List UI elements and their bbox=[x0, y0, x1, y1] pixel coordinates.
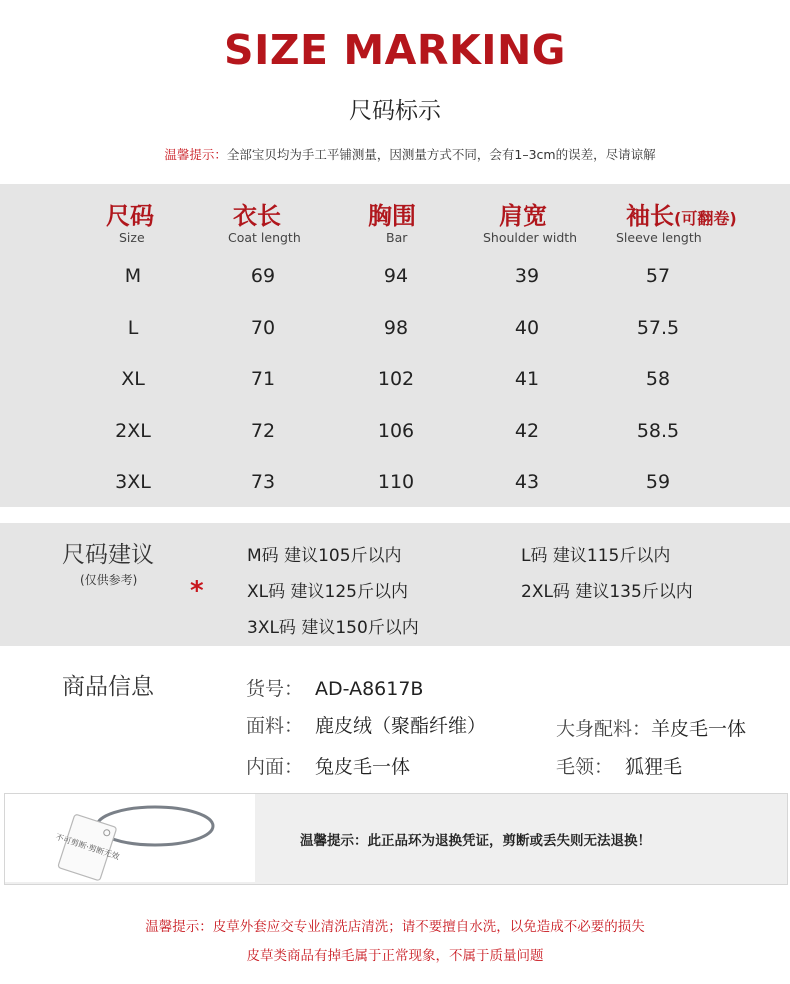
col-header-sleeve-note: (可翻卷) bbox=[674, 209, 737, 228]
info-value: 狐狸毛 bbox=[625, 756, 683, 778]
table-cell-size: 3XL bbox=[115, 471, 151, 493]
table-cell-shoulder: 39 bbox=[514, 265, 540, 287]
info-item-fabric bbox=[246, 711, 486, 738]
table-cell-coat-length: 73 bbox=[250, 471, 276, 493]
info-item-item-number bbox=[246, 674, 423, 701]
tag-icon-text: 不可剪断·剪断无效 bbox=[54, 832, 121, 862]
col-header-sleeve bbox=[626, 196, 737, 231]
table-cell-size: XL bbox=[121, 368, 145, 390]
col-header-coat-length-en: Coat length bbox=[228, 230, 301, 245]
table-cell-shoulder: 41 bbox=[514, 368, 540, 390]
footer-tip-line-1: 温馨提示：皮草外套应交专业清洗店清洗；请不要擅自水洗，以免造成不必要的损失 bbox=[145, 919, 645, 935]
info-label: 货号： bbox=[246, 678, 304, 700]
info-value: 兔皮毛一体 bbox=[315, 756, 411, 778]
table-cell-sleeve: 58.5 bbox=[636, 420, 680, 442]
recommendation-subtitle: (仅供参考) bbox=[80, 573, 138, 587]
table-cell-coat-length: 72 bbox=[250, 420, 276, 442]
table-cell-sleeve: 57 bbox=[645, 265, 671, 287]
recommendation-item: 3XL码 建议150斤以内 bbox=[247, 618, 419, 638]
tag-icon bbox=[5, 794, 255, 882]
table-cell-bust: 98 bbox=[383, 317, 409, 339]
col-header-shoulder: 肩宽 bbox=[499, 202, 547, 230]
table-cell-size: M bbox=[124, 265, 142, 287]
table-cell-size: L bbox=[127, 317, 139, 339]
info-item-body-material bbox=[556, 714, 746, 741]
page-subtitle: 尺码标示 bbox=[349, 98, 441, 124]
table-cell-shoulder: 42 bbox=[514, 420, 540, 442]
tag-notice-text: 温馨提示：此正品环为退换凭证，剪断或丢失则无法退换！ bbox=[300, 833, 651, 849]
info-value: AD-A8617B bbox=[315, 678, 424, 700]
page-title: SIZE MARKING bbox=[224, 26, 566, 74]
info-label: 毛领： bbox=[556, 756, 614, 778]
product-info-title: 商品信息 bbox=[62, 674, 154, 700]
table-cell-bust: 110 bbox=[377, 471, 415, 493]
recommendation-title: 尺码建议 bbox=[62, 542, 154, 568]
recommendation-item: XL码 建议125斤以内 bbox=[247, 582, 408, 602]
info-value: 羊皮毛一体 bbox=[651, 718, 747, 740]
info-item-lining bbox=[246, 752, 410, 779]
recommendation-item: M码 建议105斤以内 bbox=[247, 546, 402, 566]
tip-label: 温馨提示： bbox=[164, 147, 227, 162]
footer-tip-line-2: 皮草类商品有掉毛属于正常现象，不属于质量问题 bbox=[246, 948, 544, 964]
tip-text: 全部宝贝均为手工平铺测量，因测量方式不同，会有1–3cm的误差，尽请谅解 bbox=[226, 147, 656, 162]
asterisk-icon: * bbox=[190, 576, 204, 606]
col-header-sleeve-en: Sleeve length bbox=[616, 230, 702, 245]
table-cell-coat-length: 69 bbox=[250, 265, 276, 287]
table-cell-sleeve: 59 bbox=[645, 471, 671, 493]
table-cell-sleeve: 57.5 bbox=[636, 317, 680, 339]
col-header-size: 尺码 bbox=[106, 202, 154, 230]
measurement-tip bbox=[0, 145, 790, 163]
info-item-collar bbox=[556, 752, 682, 779]
table-cell-size: 2XL bbox=[115, 420, 151, 442]
table-cell-shoulder: 40 bbox=[514, 317, 540, 339]
col-header-bust-en: Bar bbox=[386, 230, 408, 245]
col-header-coat-length: 衣长 bbox=[233, 202, 281, 230]
info-label: 内面： bbox=[246, 756, 304, 778]
table-cell-bust: 94 bbox=[383, 265, 409, 287]
info-label: 面料： bbox=[246, 715, 304, 737]
recommendation-item: 2XL码 建议135斤以内 bbox=[521, 582, 693, 602]
col-header-size-en: Size bbox=[119, 230, 145, 245]
col-header-sleeve-label: 袖长 bbox=[626, 202, 674, 230]
table-cell-shoulder: 43 bbox=[514, 471, 540, 493]
info-value: 鹿皮绒（聚酯纤维） bbox=[315, 715, 487, 737]
table-cell-sleeve: 58 bbox=[645, 368, 671, 390]
info-label: 大身配料： bbox=[556, 718, 652, 740]
table-cell-coat-length: 71 bbox=[250, 368, 276, 390]
col-header-shoulder-en: Shoulder width bbox=[483, 230, 578, 245]
table-cell-coat-length: 70 bbox=[250, 317, 276, 339]
col-header-bust: 胸围 bbox=[368, 202, 416, 230]
recommendation-item: L码 建议115斤以内 bbox=[521, 546, 671, 566]
table-cell-bust: 102 bbox=[377, 368, 415, 390]
table-cell-bust: 106 bbox=[377, 420, 415, 442]
